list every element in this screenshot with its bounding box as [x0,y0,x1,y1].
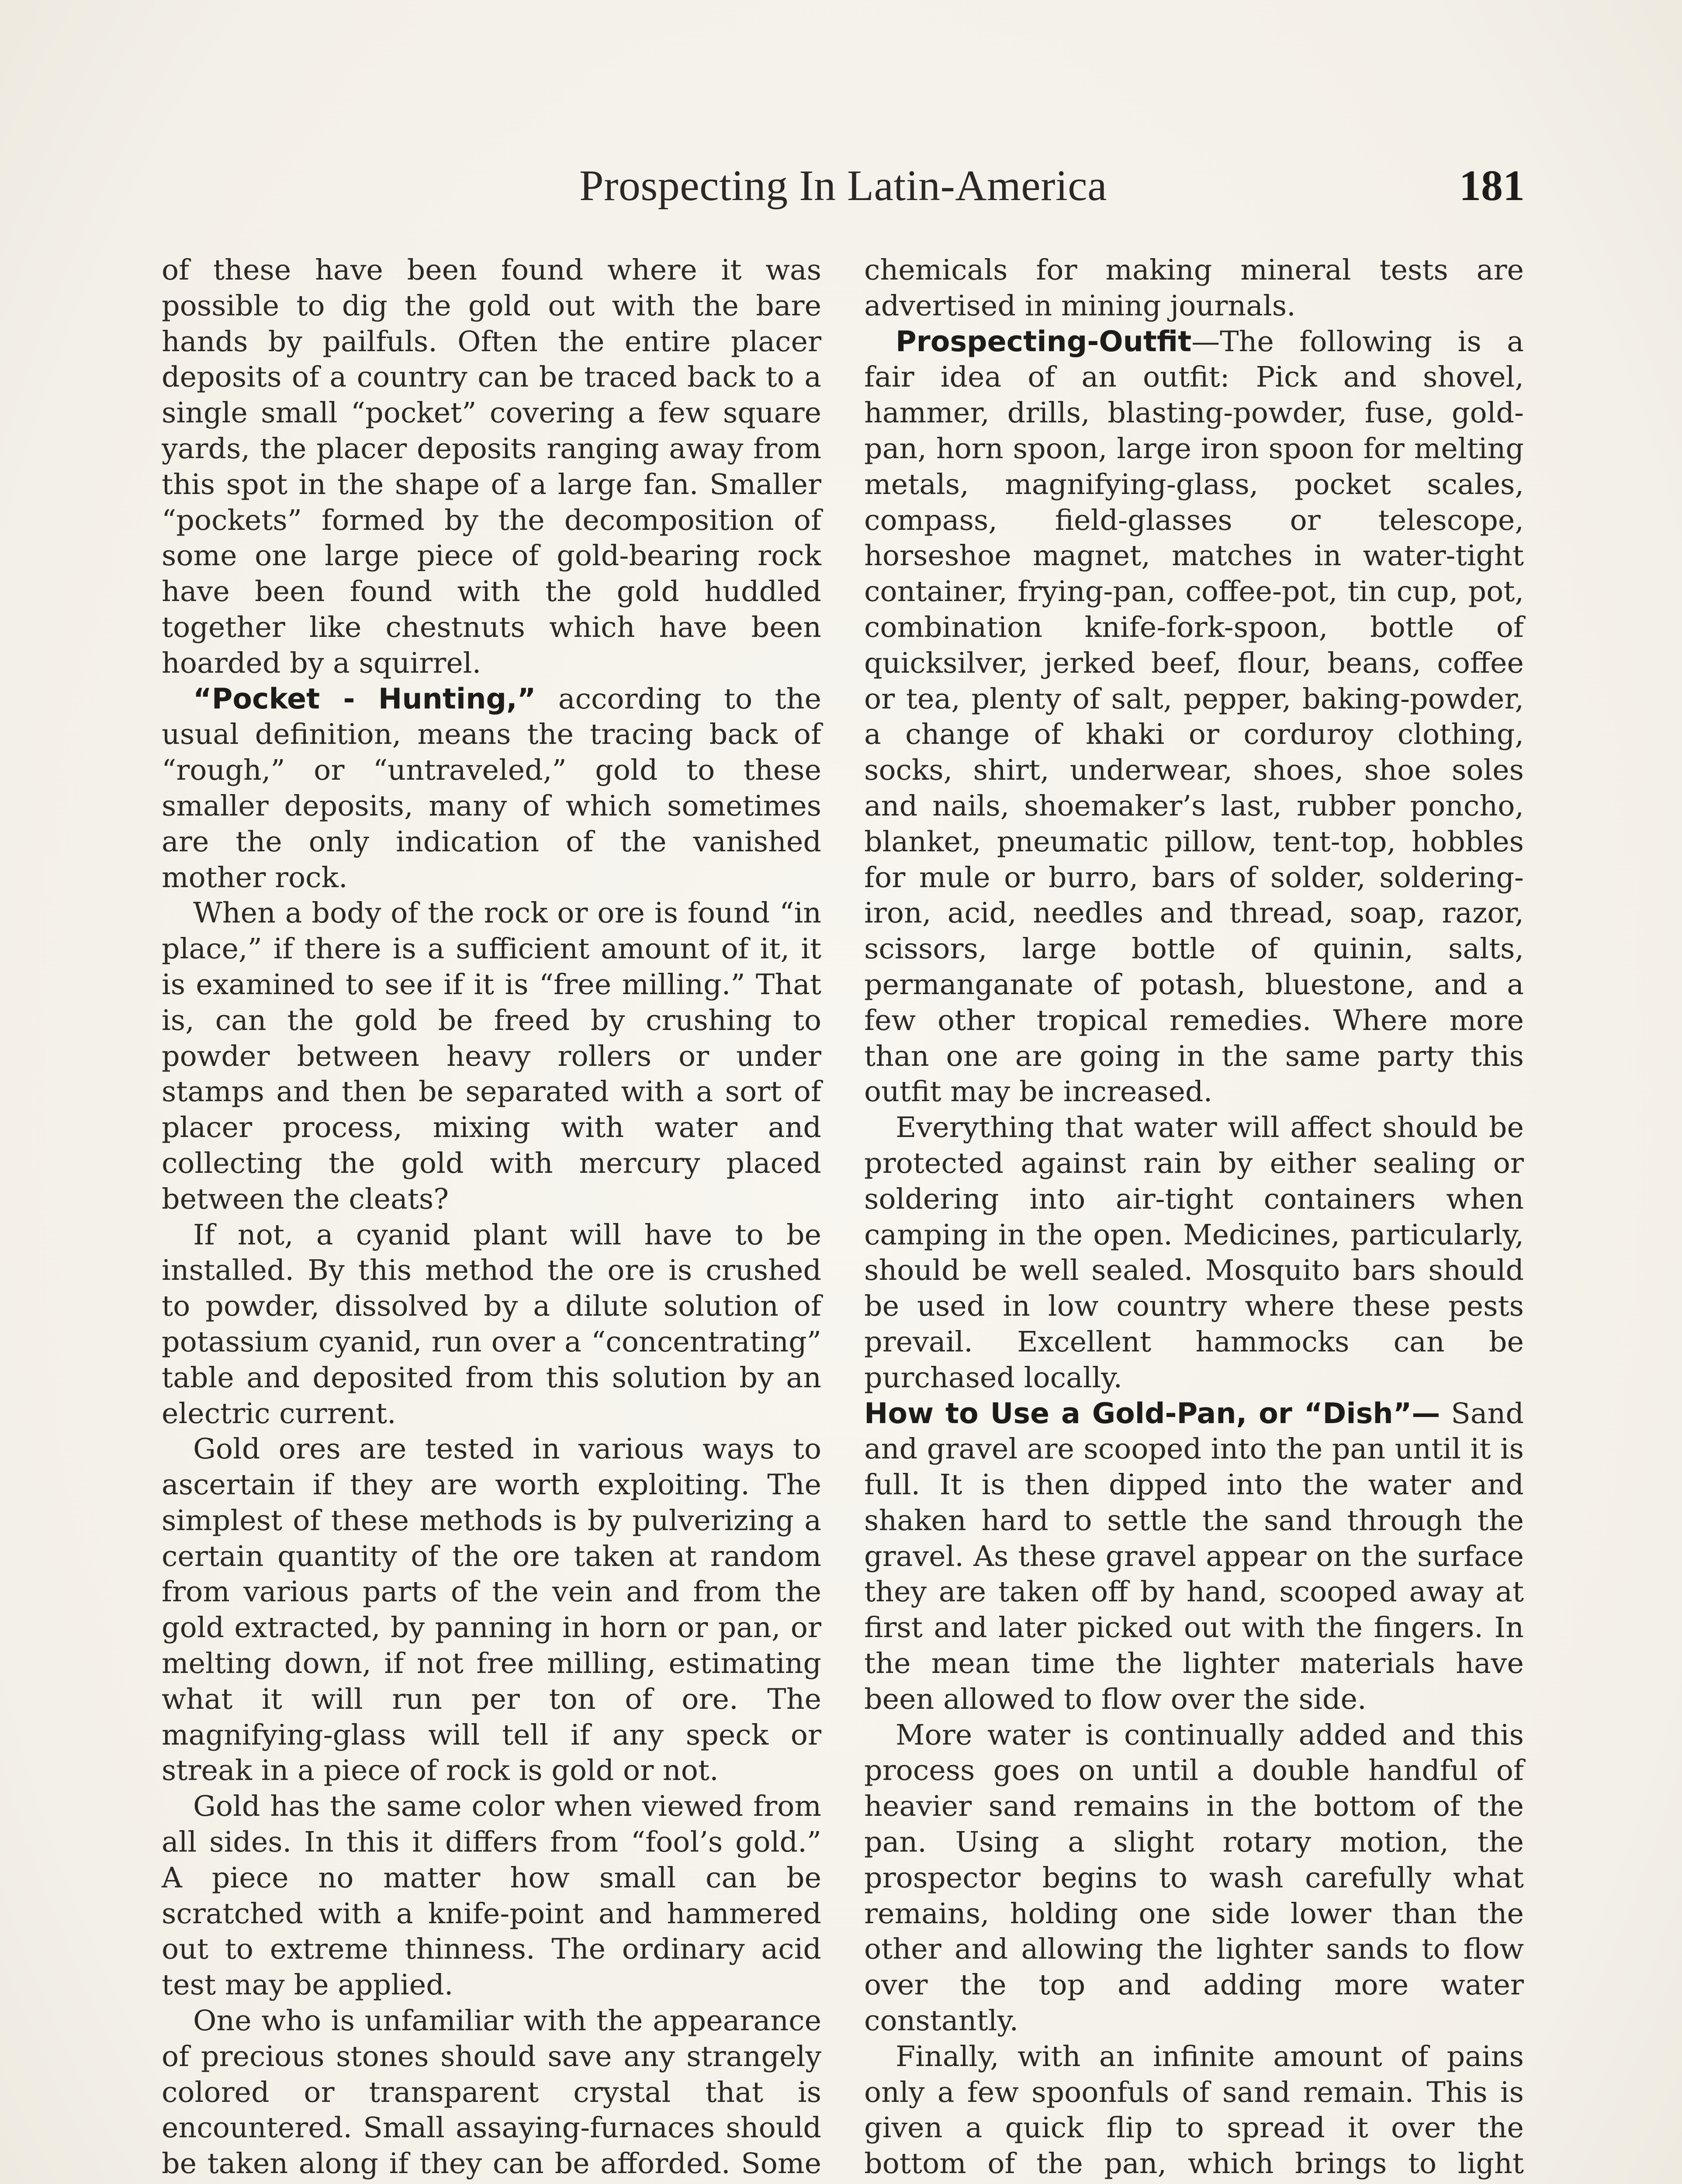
paragraph [864,324,1524,1110]
paragraph [162,681,821,896]
run-in-heading: Prospecting-Outfit [896,325,1192,358]
paragraph: Gold ores are tested in various ways to ascertain if they are worth exploiting. The simplest of these methods is by pulverizing a certain quantity of the ore taken at random from various parts of the vein and from the gold extracted, by panning in horn or pan, or melting down, if not free milling, estimating what it will run per ton of ore. The magnifying-glass will tell if any speck or streak in a piece of rock is gold or not. [162,1433,821,1787]
paragraph-text: —The following is a fair idea of an outfit: Pick and shovel, hammer, drills, blasting-powder, fuse, gold-pan, horn spoon, large iron spoon for melting metals, magnifying-glass, pocket scales, compass, field-glasses or telescope, horseshoe magnet, matches in water-tight container, frying-pan, coffee-pot, tin cup, pot, combination knife-fork-spoon, bottle of quicksilver, jerked beef, flour, beans, coffee or tea, plenty of salt, pepper, baking-powder, a change of khaki or corduroy clothing, socks, shirt, underwear, shoes, shoe soles and nails, shoemaker’s last, rubber poncho, blanket, pneumatic pillow, tent-top, hobbles for mule or burro, bars of solder, soldering-iron, acid, needles and thread, soap, razor, scissors, large bottle of quinin, salts, permanganate of potash, bluestone, and a few other tropical remedies. Where more than one are going in the same party this outfit may be increased. [864,325,1524,1109]
paragraph: When a body of the rock or ore is found “in place,” if there is a sufficient amount of it, it is examined to see if it is “free milling.” That is, can the gold be freed by crushing to powder between heavy rollers or under stamps and then be separated with a sort of placer process, mixing with water and collecting the gold with mercury placed between the cleats? [162,897,821,1216]
paragraph: Everything that water will affect should be protected against rain by either sealing or soldering into air-tight containers when camping in the open. Medicines, particularly, should be well sealed. Mosquito bars should be used in low country where these pests prevail. Excellent hammocks can be purchased locally. [864,1111,1524,1394]
paragraph: One who is unfamiliar with the appearance of precious stones should save any strangely colored or transparent crystal that is encountered. Small assaying-furnaces should be taken along if they can be afforded. Some [162,2004,821,2181]
paragraph-text: according to the usual definition, means the tracing back of “rough,” or “untraveled,” gold to these smaller deposits, many of which sometimes are the only indication of the vanished mother rock. [162,682,822,894]
right-column [864,252,1524,2184]
paragraph: More water is continually added and this process goes on until a double handful of heavier sand remains in the bottom of the pan. Using a slight rotary motion, the prospector begins to wash carefully what remains, holding one side lower than the other and allowing the lighter sands to flow over the top and adding more water constantly. [864,1718,1524,2038]
left-column [162,252,821,2184]
running-title: Prospecting In Latin-America [579,161,1107,210]
paragraph: chemicals for making mineral tests are advertised in mining journals. [864,254,1524,322]
paragraph-text: Sand and gravel are scooped into the pan until it is full. It is then dipped into the water and shaken hard to settle the sand through the gravel. As these gravel appear on the surface they are taken off by hand, scooped away at first and later picked out with the fingers. In the mean time the lighter materials have been allowed to flow over the side. [864,1397,1524,1716]
paragraph: Gold has the same color when viewed from all sides. In this it differs from “fool’s gold.” A piece no matter how small can be scratched with a knife-point and hammered out to extreme thinness. The ordinary acid test may be applied. [162,1790,821,2002]
run-in-heading: “Pocket - Hunting,” [193,682,536,715]
paragraph [864,1396,1524,1717]
paragraph: If not, a cyanid plant will have to be installed. By this method the ore is crushed to powder, dissolved by a dilute solution of potassium cyanid, run over a “concentrating” table and deposited from this solution by an electric current. [162,1218,821,1430]
paragraph: Finally, with an infinite amount of pains only a few spoonfuls of sand remain. This is given a quick flip to spread it over the bottom of the pan, which brings to light [864,2040,1524,2181]
paragraph: of these have been found where it was possible to dig the gold out with the bare hands by pailfuls. Often the entire placer deposits of a country can be traced back to a single small “pocket” covering a few square yards, the placer deposits ranging away from this spot in the shape of a large fan. Smaller “pockets” formed by the decomposition of some one large piece of gold-bearing rock have been found with the gold huddled together like chestnuts which have been hoarded by a squirrel. [162,254,821,680]
page-number: 181 [1459,161,1525,210]
running-head [162,157,1525,223]
run-in-heading: How to Use a Gold-Pan, or “Dish”— [864,1397,1440,1430]
